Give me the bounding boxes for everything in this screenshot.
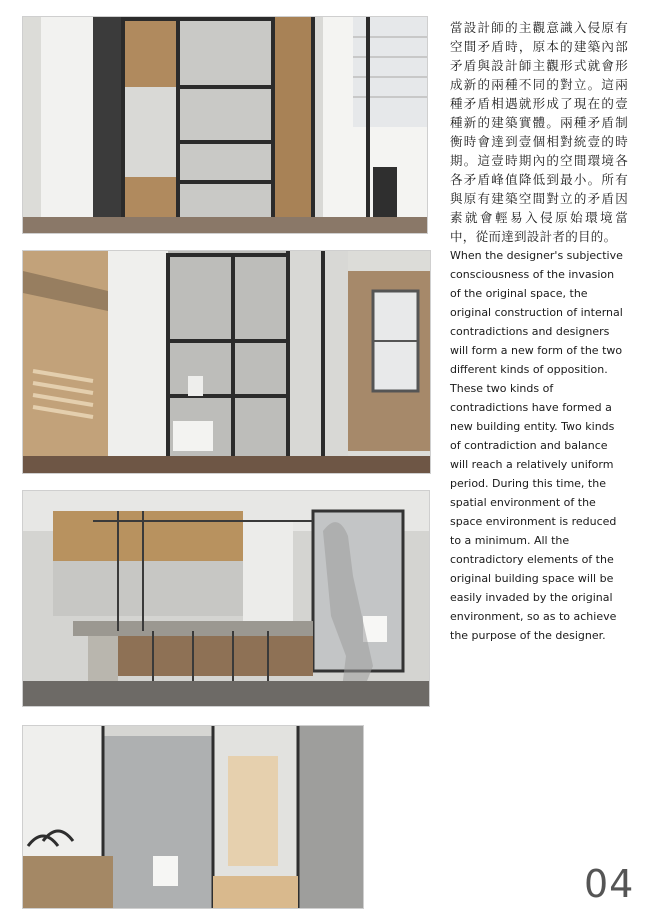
interior-render-shelving-window — [22, 250, 431, 474]
interior-render-kitchen-island — [22, 490, 430, 707]
render-2-drawing — [23, 251, 430, 473]
interior-render-shelving — [22, 16, 428, 234]
description-column — [450, 18, 628, 645]
page-number: 04 — [584, 862, 635, 906]
render-1-drawing — [23, 17, 427, 233]
render-4-drawing — [23, 726, 363, 908]
interior-render-corridor — [22, 725, 364, 909]
english-description: When the designer's subjective consciousness of the invasion of the original space, the original construction of internal contradictions and designers will form a new form of the two different kinds of opposition. These two kinds of contradictions have formed a new building entity. Two kinds of contradiction and balance will reach a relatively uniform period. During this time, the spatial environment of the space environment is reduced to a minimum. All the contradictory elements of the original building space will be easily invaded by the original environment, so as to achieve the purpose of the designer. — [450, 249, 623, 642]
render-3-drawing — [23, 491, 429, 706]
chinese-description: 當設計師的主觀意識入侵原有空間矛盾時，原本的建築內部矛盾與設計師主觀形式就會形成新的兩種不同的對立。這兩種矛盾相遇就形成了現在的壹種新的建築實體。兩種矛盾制衡時會達到壹個相對統壹的時期。這壹時期內的空間環境各各矛盾峰值降低到最小。所有與原有建築空間對立的矛盾因素就會輕易入侵原始環境當中，從而達到設計者的目的。 — [450, 20, 628, 244]
